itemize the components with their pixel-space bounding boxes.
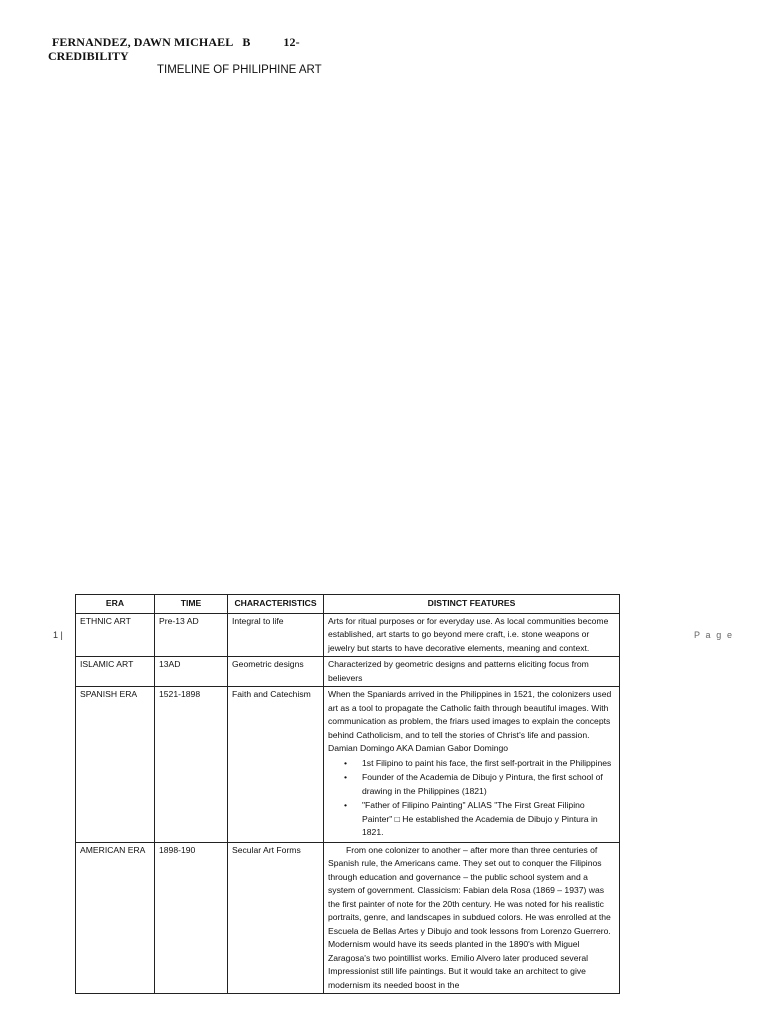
list-item — [344, 771, 615, 798]
bullet-icon: • — [344, 772, 348, 782]
features-text: Characterized by geometric designs and patterns eliciting focus from believers — [328, 659, 589, 683]
author-line — [52, 35, 300, 50]
time-cell: 13AD — [155, 657, 228, 687]
bullet-icon: • — [344, 757, 348, 768]
middle-initial: B — [242, 35, 251, 49]
features-cell — [324, 687, 620, 843]
column-header-time: TIME — [155, 595, 228, 614]
features-cell — [324, 842, 620, 994]
page-number: 1 | — [53, 630, 63, 640]
column-header-era: ERA — [76, 595, 155, 614]
era-cell: ISLAMIC ART — [76, 657, 155, 687]
table-header-row — [76, 595, 620, 614]
era-cell: SPANISH ERA — [76, 687, 155, 843]
time-cell: 1898-190 — [155, 842, 228, 994]
timeline-table — [75, 594, 620, 994]
list-item-text: 1st Filipino to paint his face, the first self-portrait in the Philippines — [362, 757, 612, 768]
features-bullet-list — [328, 757, 615, 840]
time-cell: 1521-1898 — [155, 687, 228, 843]
grade-label: 12- — [283, 35, 300, 49]
era-cell: ETHNIC ART — [76, 613, 155, 657]
time-cell: Pre-13 AD — [155, 613, 228, 657]
characteristics-cell: Integral to life — [228, 613, 324, 657]
features-text: Arts for ritual purposes or for everyday use. As local communities become established, art starts to go beyond mere craft, i.e. stone weapons or jewelry but starts to have decorative elements, meaning and context. — [328, 615, 609, 653]
features-cell — [324, 657, 620, 687]
bullet-icon: • — [344, 800, 348, 810]
column-header-distinct-features: DISTINCT FEATURES — [324, 595, 620, 614]
characteristics-cell: Secular Art Forms — [228, 842, 324, 994]
era-cell: AMERICAN ERA — [76, 842, 155, 994]
page-label: P a g e — [694, 630, 734, 640]
document-title: TIMELINE OF PHILIPHINE ART — [157, 64, 322, 76]
list-item-text: Founder of the Academia de Dibujo y Pintura, the first school of drawing in the Philippines (1821) — [362, 772, 603, 796]
features-text: From one colonizer to another – after more than three centuries of Spanish rule, the Americans came. They set out to conquer the Filipinos through education and governance – the public school system and a system of government. Classicism: Fabian dela Rosa (1869 – 1937) was the first painter of note for the 20th century. He was noted for his realistic portraits, genre, and landscapes in subdued colors. He was enrolled at the Escuela de Bellas Artes y Dibujo and took lessons from Lorenzo Guerrero. Modernism would have its seeds planted in the 1890's with Miguel Zaragosa's two pointillist works. Emilio Alvero later produced several Impressionist still life paintings. But it would take an architect to give modernism its needed boost in the — [328, 844, 611, 990]
author-name: FERNANDEZ, DAWN MICHAEL — [52, 35, 234, 49]
table-row-american-era — [76, 842, 620, 994]
table-row-islamic-art — [76, 657, 620, 687]
characteristics-cell: Faith and Catechism — [228, 687, 324, 843]
features-subheading: Damian Domingo AKA Damian Gabor Domingo — [328, 743, 509, 753]
list-item — [344, 799, 615, 840]
characteristics-cell: Geometric designs — [228, 657, 324, 687]
list-item — [344, 757, 615, 771]
table-row-spanish-era — [76, 687, 620, 843]
list-item-text: "Father of Filipino Painting" ALIAS "The First Great Filipino Painter" □ He established the Academia de Dibujo y Pintura in 1821. — [362, 800, 598, 837]
section-name: CREDIBILITY — [48, 49, 129, 63]
table-row-ethnic-art — [76, 613, 620, 657]
column-header-characteristics: CHARACTERISTICS — [228, 595, 324, 614]
features-text: When the Spaniards arrived in the Philippines in 1521, the colonizers used art as a tool to propagate the Catholic faith through beautiful images. With communication as problem, the friars used images to explain the concepts behind Catholicism, and to tell the stories of Christ's life and passion. — [328, 689, 612, 740]
features-cell — [324, 613, 620, 657]
